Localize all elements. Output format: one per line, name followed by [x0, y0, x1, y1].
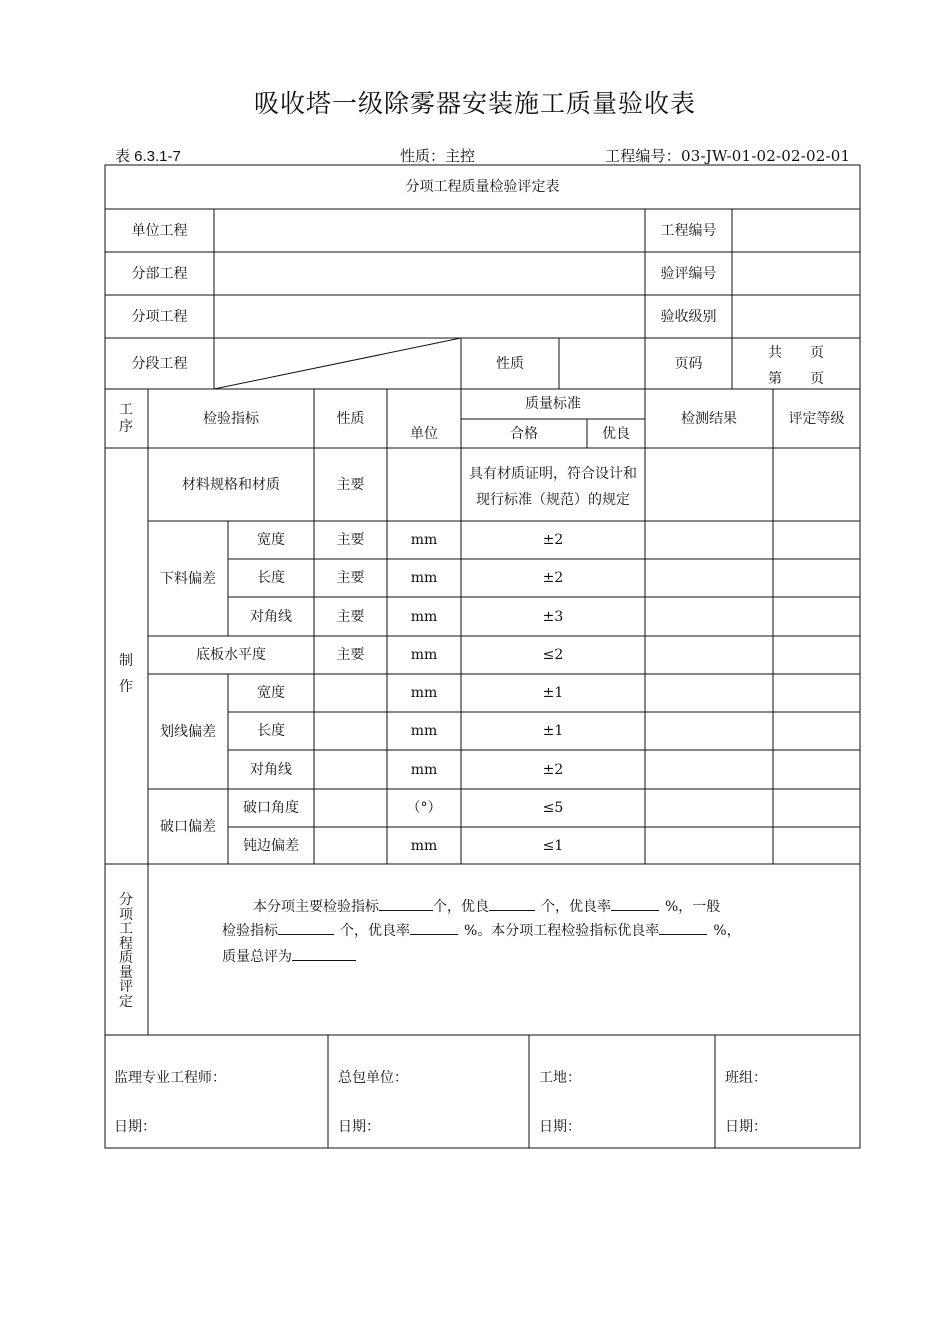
assessment-line-1 — [253, 896, 720, 916]
scribe-deviation-group: 划线偏差 — [160, 723, 216, 740]
general-excellent-rate-blank[interactable] — [410, 920, 458, 935]
assessment-text: 个，优良 — [433, 899, 489, 915]
section-nature-field[interactable] — [559, 338, 645, 389]
page-title: 吸收塔一级除雾器安装施工质量验收表 — [253, 89, 696, 118]
form-heading: 分项工程质量检验评定表 — [405, 179, 560, 195]
assessment-text: 检验指标 — [222, 923, 278, 939]
bevel-angle-unit: （°） — [406, 800, 442, 816]
unit-project-label: 单位工程 — [131, 222, 188, 239]
division-project-label: 分部工程 — [131, 265, 188, 282]
overall-excellent-rate-blank[interactable] — [659, 920, 707, 935]
column-nature: 性质 — [336, 410, 365, 427]
project-code-field[interactable] — [732, 209, 860, 252]
unit-project-field[interactable] — [214, 209, 645, 252]
cut-width-unit: mm — [410, 532, 438, 548]
team-date-label: 日期： — [725, 1119, 767, 1135]
section-nature-label: 性质 — [496, 355, 524, 372]
acceptance-level-label: 验收级别 — [660, 308, 717, 325]
document-nature: 性质：主控 — [400, 147, 476, 165]
bevel-deviation-group: 破口偏差 — [160, 818, 216, 835]
eval-code-field[interactable] — [732, 252, 860, 295]
column-result: 检测结果 — [681, 410, 737, 427]
line-length-standard: ±1 — [542, 723, 564, 739]
acceptance-level-field[interactable] — [732, 295, 860, 338]
general-contractor-date-label: 日期： — [338, 1119, 380, 1135]
blunt-edge-unit: mm — [410, 837, 438, 854]
general-indicator-count-blank[interactable] — [278, 920, 334, 935]
total-pages-text: 共 页 — [768, 344, 824, 361]
supervisor-date-label: 日期： — [114, 1119, 156, 1135]
material-standard-line1: 具有材质证明，符合设计和 — [469, 466, 637, 482]
page-number-label: 页码 — [674, 355, 703, 372]
material-nature: 主要 — [336, 476, 365, 493]
main-excellent-rate-blank[interactable] — [611, 896, 659, 911]
project-number: 工程编号：03-JW-01-02-02-02-01 — [605, 147, 851, 165]
cut-length-indicator: 长度 — [257, 570, 285, 586]
assessment-line-2 — [222, 920, 741, 940]
cut-diagonal-standard: ±3 — [542, 608, 564, 625]
line-width-standard: ±1 — [542, 685, 564, 701]
cut-width-indicator: 宽度 — [257, 532, 285, 548]
column-excellent: 优良 — [602, 425, 630, 442]
general-contractor-label: 总包单位： — [338, 1070, 408, 1086]
column-process: 工序 — [119, 402, 133, 435]
line-diagonal-standard: ±2 — [542, 761, 564, 778]
main-excellent-count-blank[interactable] — [489, 896, 535, 911]
line-width-unit: mm — [410, 685, 438, 701]
base-level-standard: ≤2 — [542, 647, 564, 663]
assessment-text: 个，优良率 — [541, 899, 611, 915]
process-label: 制作 — [119, 653, 133, 695]
cut-length-unit: mm — [410, 570, 438, 586]
bevel-angle-indicator: 破口角度 — [243, 800, 299, 816]
cut-diagonal-nature: 主要 — [336, 608, 365, 625]
team-label: 班组： — [725, 1070, 767, 1086]
cut-diagonal-indicator: 对角线 — [250, 608, 292, 625]
material-indicator: 材料规格和材质 — [182, 476, 280, 493]
main-indicator-count-blank[interactable] — [379, 896, 433, 911]
project-code-label: 工程编号 — [660, 222, 717, 239]
line-diagonal-unit: mm — [410, 761, 438, 778]
material-standard-line2: 现行标准（规范）的规定 — [476, 492, 630, 508]
column-indicator: 检验指标 — [203, 410, 259, 427]
assessment-line-3 — [222, 946, 356, 966]
blunt-edge-standard: ≤1 — [542, 837, 564, 854]
division-project-field[interactable] — [214, 252, 645, 295]
assessment-text: %。本分项工程检验指标优良率 — [464, 923, 660, 939]
base-level-indicator: 底板水平度 — [196, 647, 266, 663]
site-date-label: 日期： — [539, 1119, 581, 1135]
section-project-label: 分段工程 — [131, 355, 188, 372]
cut-width-standard: ±2 — [542, 532, 564, 548]
current-page-text: 第 页 — [768, 370, 824, 387]
eval-code-label: 验评编号 — [660, 265, 717, 282]
site-label: 工地： — [539, 1070, 581, 1086]
column-quality-standard: 质量标准 — [525, 396, 581, 412]
cut-width-nature: 主要 — [336, 532, 365, 548]
column-grade: 评定等级 — [788, 410, 845, 427]
subitem-project-field[interactable] — [214, 295, 645, 338]
line-length-indicator: 长度 — [257, 723, 285, 739]
assessment-text: 个，优良率 — [340, 923, 410, 939]
cut-diagonal-unit: mm — [410, 608, 438, 625]
line-length-unit: mm — [410, 723, 438, 739]
blunt-edge-indicator: 钝边偏差 — [243, 837, 299, 854]
line-diagonal-indicator: 对角线 — [250, 761, 292, 778]
assessment-text: %，一般 — [665, 899, 721, 915]
base-level-nature: 主要 — [336, 647, 365, 663]
column-qualified: 合格 — [510, 425, 538, 442]
base-level-unit: mm — [410, 647, 438, 663]
cut-length-nature: 主要 — [336, 570, 365, 586]
column-unit: 单位 — [410, 425, 438, 442]
subitem-project-label: 分项工程 — [131, 308, 188, 325]
assessment-text: %， — [713, 923, 741, 939]
line-width-indicator: 宽度 — [257, 685, 285, 701]
assessment-text: 质量总评为 — [222, 949, 292, 965]
cut-length-standard: ±2 — [542, 570, 564, 586]
table-number: 表 6.3.1-7 — [115, 148, 181, 165]
assessment-text: 本分项主要检验指标 — [253, 899, 379, 915]
assessment-label: 分项工程质量评定 — [119, 892, 133, 1010]
cut-deviation-group: 下料偏差 — [160, 570, 216, 587]
supervisor-signature-label: 监理专业工程师： — [114, 1070, 226, 1086]
bevel-angle-standard: ≤5 — [542, 800, 564, 816]
overall-rating-blank[interactable] — [292, 946, 356, 961]
